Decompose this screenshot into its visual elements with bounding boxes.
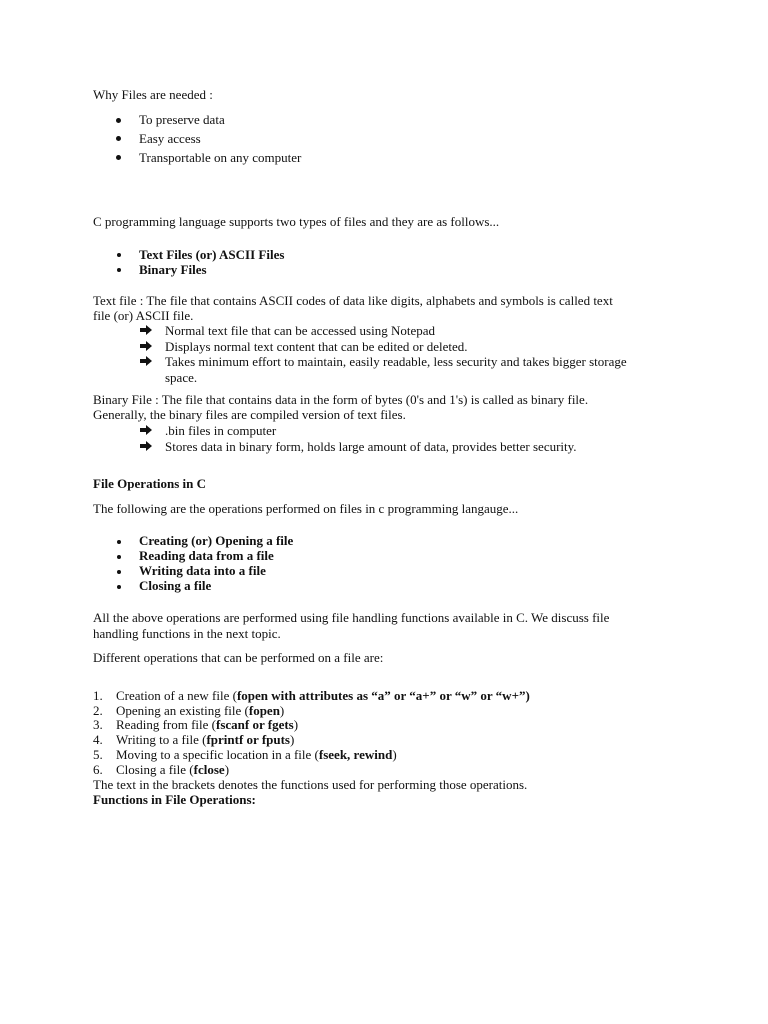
list-item: Reading data from a file [139,548,274,563]
bullet-icon [117,585,121,589]
list-item: To preserve data [139,112,225,127]
arrow-bullet-icon [140,341,152,351]
numbered-item-number: 1. [93,688,103,703]
operations-intro: The following are the operations performed on files in c programming langauge... [93,501,519,516]
why-files-heading: Why Files are needed : [93,87,213,102]
list-item: Takes minimum effort to maintain, easily readable, less security and takes bigger storage [165,354,627,369]
list-item: Easy access [139,131,201,146]
numbered-item-number: 2. [93,703,103,718]
arrow-bullet-icon [140,425,152,435]
text-file-definition-cont: file (or) ASCII file. [93,308,194,323]
arrow-bullet-icon [140,325,152,335]
list-item: Writing data into a file [139,563,266,578]
bullet-icon [117,268,121,272]
list-item: Binary Files [139,262,207,277]
numbered-item: Writing to a file (fprintf or fputs) [116,732,295,747]
list-item: Transportable on any computer [139,150,302,165]
list-item: Creating (or) Opening a file [139,533,294,548]
bullet-icon [117,570,121,574]
bullet-icon [116,155,121,160]
bullet-icon [116,118,121,123]
list-item: Displays normal text content that can be edited or deleted. [165,339,468,354]
arrow-bullet-icon [140,441,152,451]
list-item: Normal text file that can be accessed using Notepad [165,323,436,338]
numbered-item: Moving to a specific location in a file (fseek, rewind) [116,747,397,762]
types-intro: C programming language supports two types of files and they are as follows... [93,214,500,229]
footer-note: The text in the brackets denotes the functions used for performing those operations. [93,777,528,792]
numbered-item-number: 4. [93,732,103,747]
operations-heading: File Operations in C [93,476,207,491]
bullet-icon [116,136,121,141]
list-item: Closing a file [139,578,212,593]
numbered-item-number: 6. [93,762,103,777]
binary-file-definition-cont: Generally, the binary files are compiled version of text files. [93,407,406,422]
numbered-item: Opening an existing file (fopen) [116,703,285,718]
bullet-icon [117,555,121,559]
operations-paragraph-2: Different operations that can be performed on a file are: [93,650,384,665]
numbered-item-number: 3. [93,717,103,732]
list-item-cont: space. [165,370,198,385]
list-item: .bin files in computer [165,423,277,438]
bullet-icon [117,253,121,257]
list-item: Stores data in binary form, holds large amount of data, provides better security. [165,439,577,454]
numbered-item: Creation of a new file (fopen with attributes as “a” or “a+” or “w” or “w+”) [116,688,530,703]
arrow-bullet-icon [140,356,152,366]
numbered-item: Reading from file (fscanf or fgets) [116,717,299,732]
binary-file-definition: Binary File : The file that contains data in the form of bytes (0's and 1's) is called as binary file. [93,392,589,407]
bullet-icon [117,540,121,544]
list-item: Text Files (or) ASCII Files [139,247,285,262]
text-file-definition: Text file : The file that contains ASCII codes of data like digits, alphabets and symbols is called text [93,293,613,308]
operations-paragraph: All the above operations are performed using file handling functions available in C. We discuss file [93,610,610,625]
numbered-item-number: 5. [93,747,103,762]
numbered-item: Closing a file (fclose) [116,762,230,777]
operations-paragraph-cont: handling functions in the next topic. [93,626,281,641]
functions-heading: Functions in File Operations: [93,792,256,807]
